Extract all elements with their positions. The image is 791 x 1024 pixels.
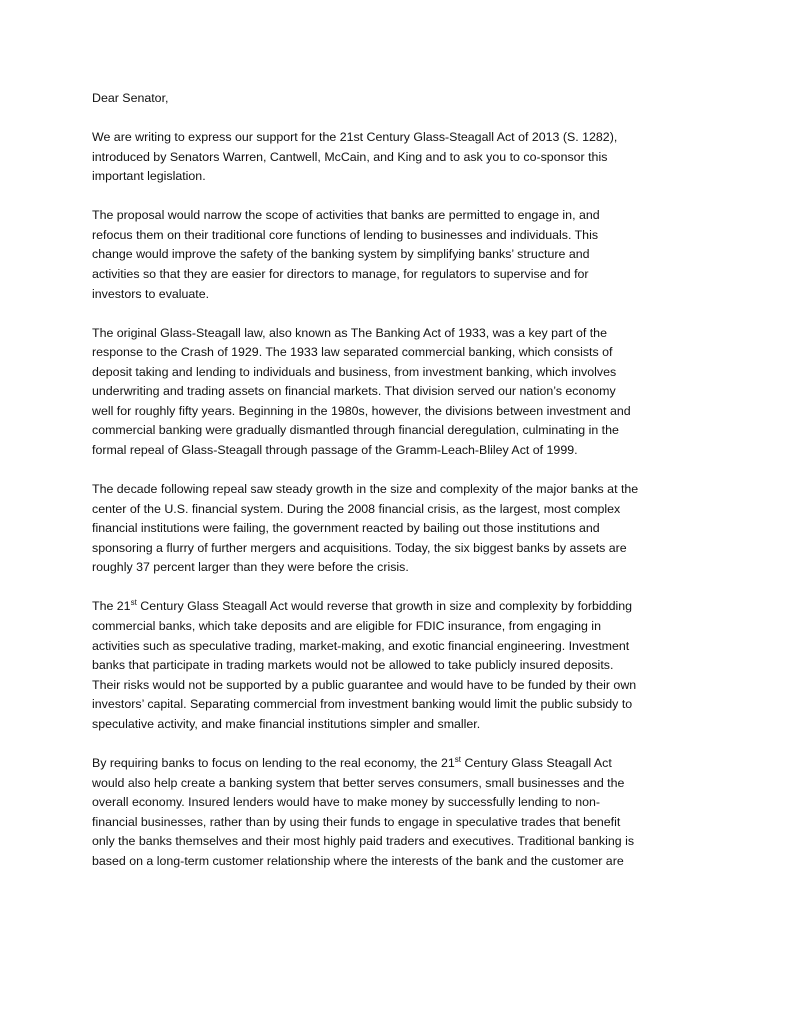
paragraph-support: [92, 128, 722, 187]
text-line: formal repeal of Glass-Steagall through passage of the Gramm-Leach-Bliley Act of 1999.: [92, 443, 578, 458]
text-line: banks that participate in trading markets would not be allowed to take publicly insured deposits.: [92, 658, 614, 673]
text-line: refocus them on their traditional core functions of lending to businesses and individuals. This: [92, 227, 599, 242]
text-line: commercial banks, which take deposits and are eligible for FDIC insurance, from engaging in: [92, 619, 601, 634]
text-line: underwriting and trading assets on financial markets. That division served our nation’s economy: [92, 384, 616, 399]
ordinal-superscript: st: [454, 754, 461, 764]
text-line: [92, 754, 722, 774]
text-line: deposit taking and lending to individuals and business, from investment banking, which involves: [92, 364, 617, 379]
text-line: The proposal would narrow the scope of activities that banks are permitted to engage in, and: [92, 208, 600, 223]
text-line: sponsoring a flurry of further mergers and acquisitions. Today, the six biggest banks by assets are: [92, 540, 627, 555]
text-line: roughly 37 percent larger than they were before the crisis.: [92, 560, 409, 575]
text-line: well for roughly fifty years. Beginning in the 1980s, however, the divisions between investment and: [92, 403, 631, 418]
text-segment: The 21: [92, 599, 131, 614]
text-line: overall economy. Insured lenders would have to make money by successfully lending to non-: [92, 795, 601, 810]
text-line: introduced by Senators Warren, Cantwell, McCain, and King and to ask you to co-sponsor this: [92, 149, 608, 164]
text-line: investors to evaluate.: [92, 286, 210, 301]
text-line: We are writing to express our support for the 21st Century Glass-Steagall Act of 2013 (S. 1282),: [92, 129, 618, 144]
text-line: commercial banking were gradually dismantled through financial deregulation, culminating in the: [92, 423, 619, 438]
text-line: financial institutions were failing, the government reacted by bailing out those institutions and: [92, 521, 600, 536]
paragraph-proposal: [92, 206, 722, 304]
text-segment: Century Glass Steagall Act: [461, 755, 612, 770]
text-line: [92, 597, 722, 617]
salutation: [92, 89, 722, 109]
text-line: investors’ capital. Separating commercial from investment banking would limit the public subsidy to: [92, 697, 633, 712]
text-line: speculative activity, and make financial institutions simpler and smaller.: [92, 716, 481, 731]
paragraph-crisis: [92, 480, 722, 578]
text-line: activities such as speculative trading, market-making, and exotic financial engineering. Investment: [92, 638, 630, 653]
text-line: financial businesses, rather than by using their funds to engage in speculative trades that benefit: [92, 814, 621, 829]
text-line: The decade following repeal saw steady growth in the size and complexity of the major banks at the: [92, 482, 639, 497]
ordinal-superscript: st: [130, 598, 137, 608]
text-line: important legislation.: [92, 169, 206, 184]
text-line: based on a long-term customer relationship where the interests of the bank and the customer are: [92, 853, 624, 868]
text-line: would also help create a banking system that better serves consumers, small businesses and the: [92, 775, 625, 790]
salutation-text: Dear Senator,: [92, 91, 169, 105]
text-line: only the banks themselves and their most highly paid traders and executives. Traditional banking is: [92, 834, 635, 849]
text-line: The original Glass-Steagall law, also known as The Banking Act of 1933, was a key part of the: [92, 325, 607, 340]
paragraph-history: [92, 324, 722, 461]
letter-body: [92, 89, 722, 891]
paragraph-real-economy: [92, 754, 722, 872]
text-segment: By requiring banks to focus on lending to the real economy, the 21: [92, 755, 455, 770]
text-segment: Century Glass Steagall Act would reverse that growth in size and complexity by forbidding: [136, 599, 632, 614]
paragraph-reform: [92, 597, 722, 734]
text-line: center of the U.S. financial system. During the 2008 financial crisis, as the largest, most complex: [92, 501, 621, 516]
text-line: Their risks would not be supported by a public guarantee and would have to be funded by their own: [92, 677, 637, 692]
text-line: change would improve the safety of the banking system by simplifying banks’ structure and: [92, 247, 590, 262]
text-line: response to the Crash of 1929. The 1933 law separated commercial banking, which consists of: [92, 345, 613, 360]
text-line: activities so that they are easier for directors to manage, for regulators to supervise and for: [92, 266, 589, 281]
